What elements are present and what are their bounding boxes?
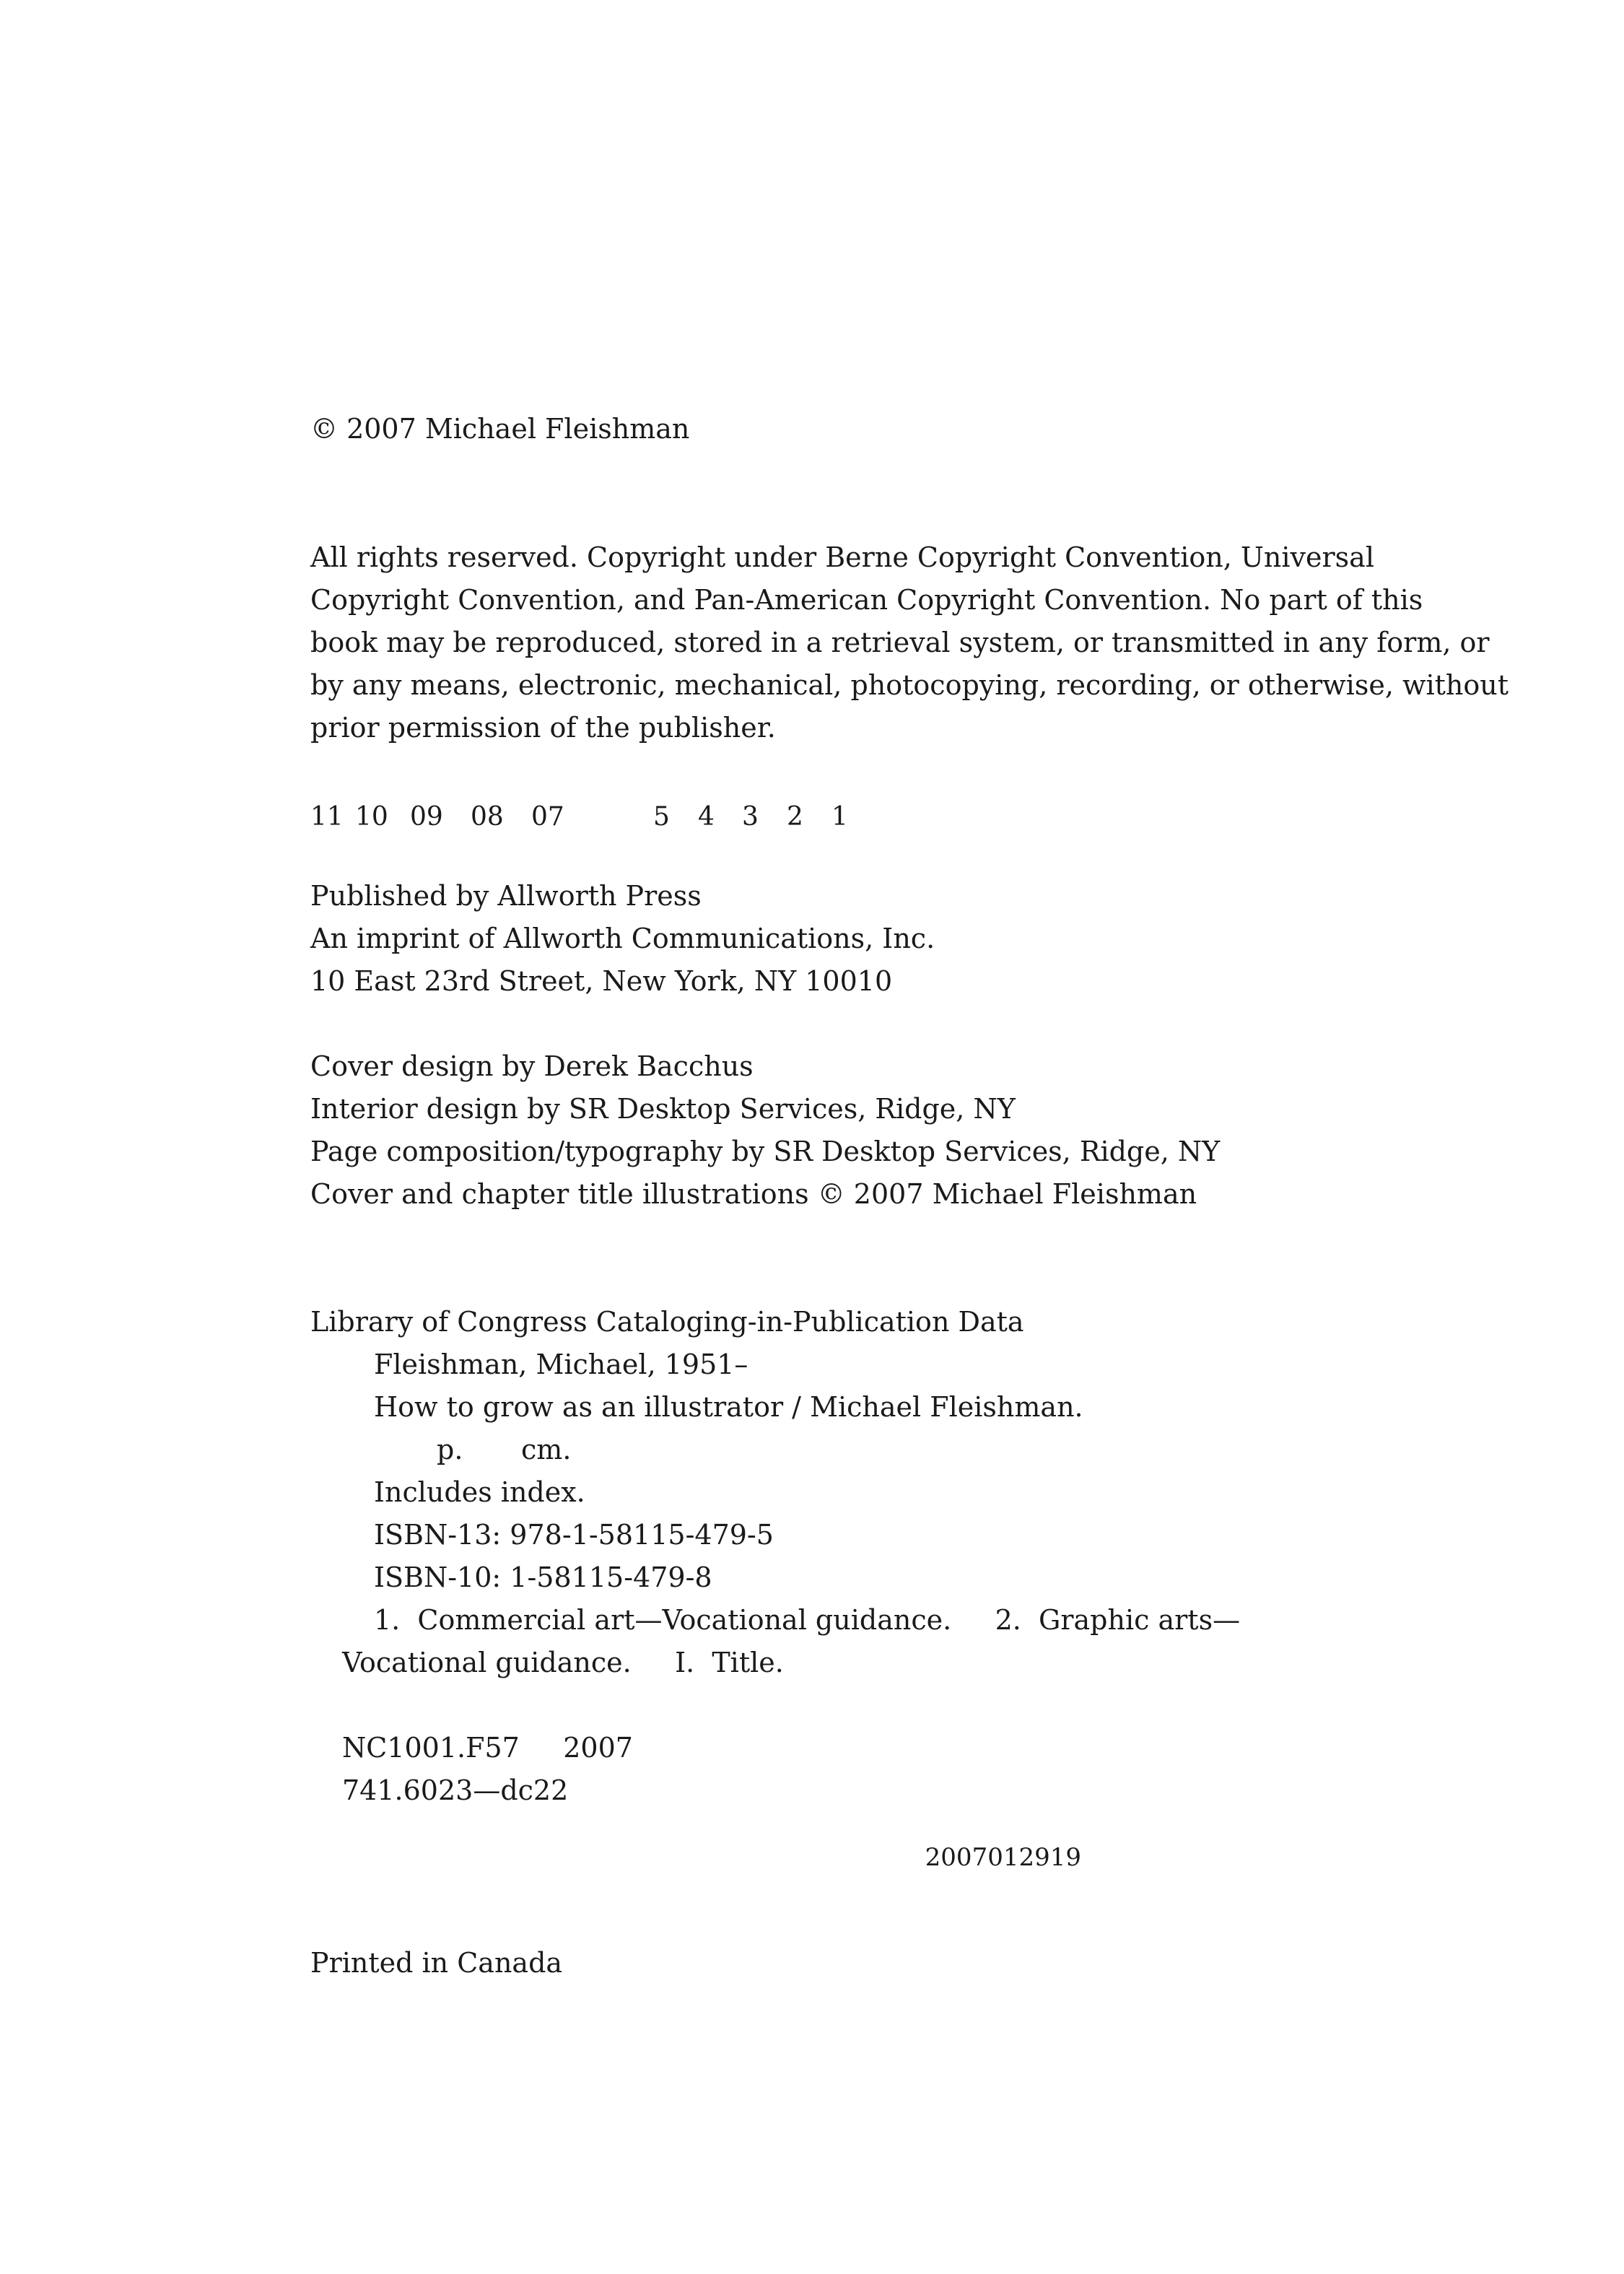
cip-subjects-continued: Vocational guidance. I. Title.	[342, 1647, 784, 1678]
publisher-line: An imprint of Allworth Communications, Inc.	[310, 923, 935, 954]
credit-line: Interior design by SR Desktop Services, Ridge, NY	[310, 1093, 1016, 1125]
printing-number: 2	[787, 802, 803, 832]
publisher-address: 10 East 23rd Street, New York, NY 10010	[310, 965, 893, 997]
cip-heading: Library of Congress Cataloging-in-Publication Data	[310, 1306, 1024, 1338]
credit-line: Page composition/typography by SR Desktop Services, Ridge, NY	[310, 1136, 1221, 1167]
cip-dewey: 741.6023—dc22	[342, 1774, 569, 1806]
printing-year: 09	[410, 802, 443, 832]
cip-isbn10: ISBN-10: 1-58115-479-8	[374, 1561, 712, 1593]
cip-pages: p.	[437, 1434, 463, 1465]
cip-lccn: 2007012919	[925, 1843, 1081, 1872]
printing-number: 4	[698, 802, 715, 832]
copyright-line: © 2007 Michael Fleishman	[310, 413, 690, 445]
rights-line: prior permission of the publisher.	[310, 712, 776, 744]
cip-isbn13: ISBN-13: 978-1-58115-479-5	[374, 1519, 774, 1551]
rights-line: All rights reserved. Copyright under Berne Copyright Convention, Universal	[310, 541, 1374, 573]
publisher-line: Published by Allworth Press	[310, 880, 702, 912]
printing-year: 08	[471, 802, 504, 832]
rights-line: by any means, electronic, mechanical, photocopying, recording, or otherwise, without	[310, 669, 1509, 701]
printing-number: 3	[742, 802, 759, 832]
rights-line: book may be reproduced, stored in a retrieval system, or transmitted in any form, or	[310, 627, 1490, 658]
credit-line: Cover and chapter title illustrations © 2007 Michael Fleishman	[310, 1178, 1197, 1210]
printed-in: Printed in Canada	[310, 1947, 563, 1979]
cip-lc-class: NC1001.F57 2007	[342, 1732, 633, 1764]
credit-line: Cover design by Derek Bacchus	[310, 1050, 754, 1082]
cip-subjects: 1. Commercial art—Vocational guidance. 2. Graphic arts—	[374, 1604, 1241, 1636]
printing-year: 11	[310, 802, 344, 832]
cip-index: Includes index.	[374, 1476, 585, 1508]
printing-number: 1	[831, 802, 848, 832]
printing-year: 10	[355, 802, 388, 832]
cip-size: cm.	[521, 1434, 572, 1465]
rights-line: Copyright Convention, and Pan-American Copyright Convention. No part of this	[310, 584, 1423, 616]
printing-year: 07	[531, 802, 564, 832]
printing-number: 5	[653, 802, 670, 832]
cip-title: How to grow as an illustrator / Michael Fleishman.	[374, 1391, 1083, 1423]
cip-author: Fleishman, Michael, 1951–	[374, 1349, 748, 1380]
